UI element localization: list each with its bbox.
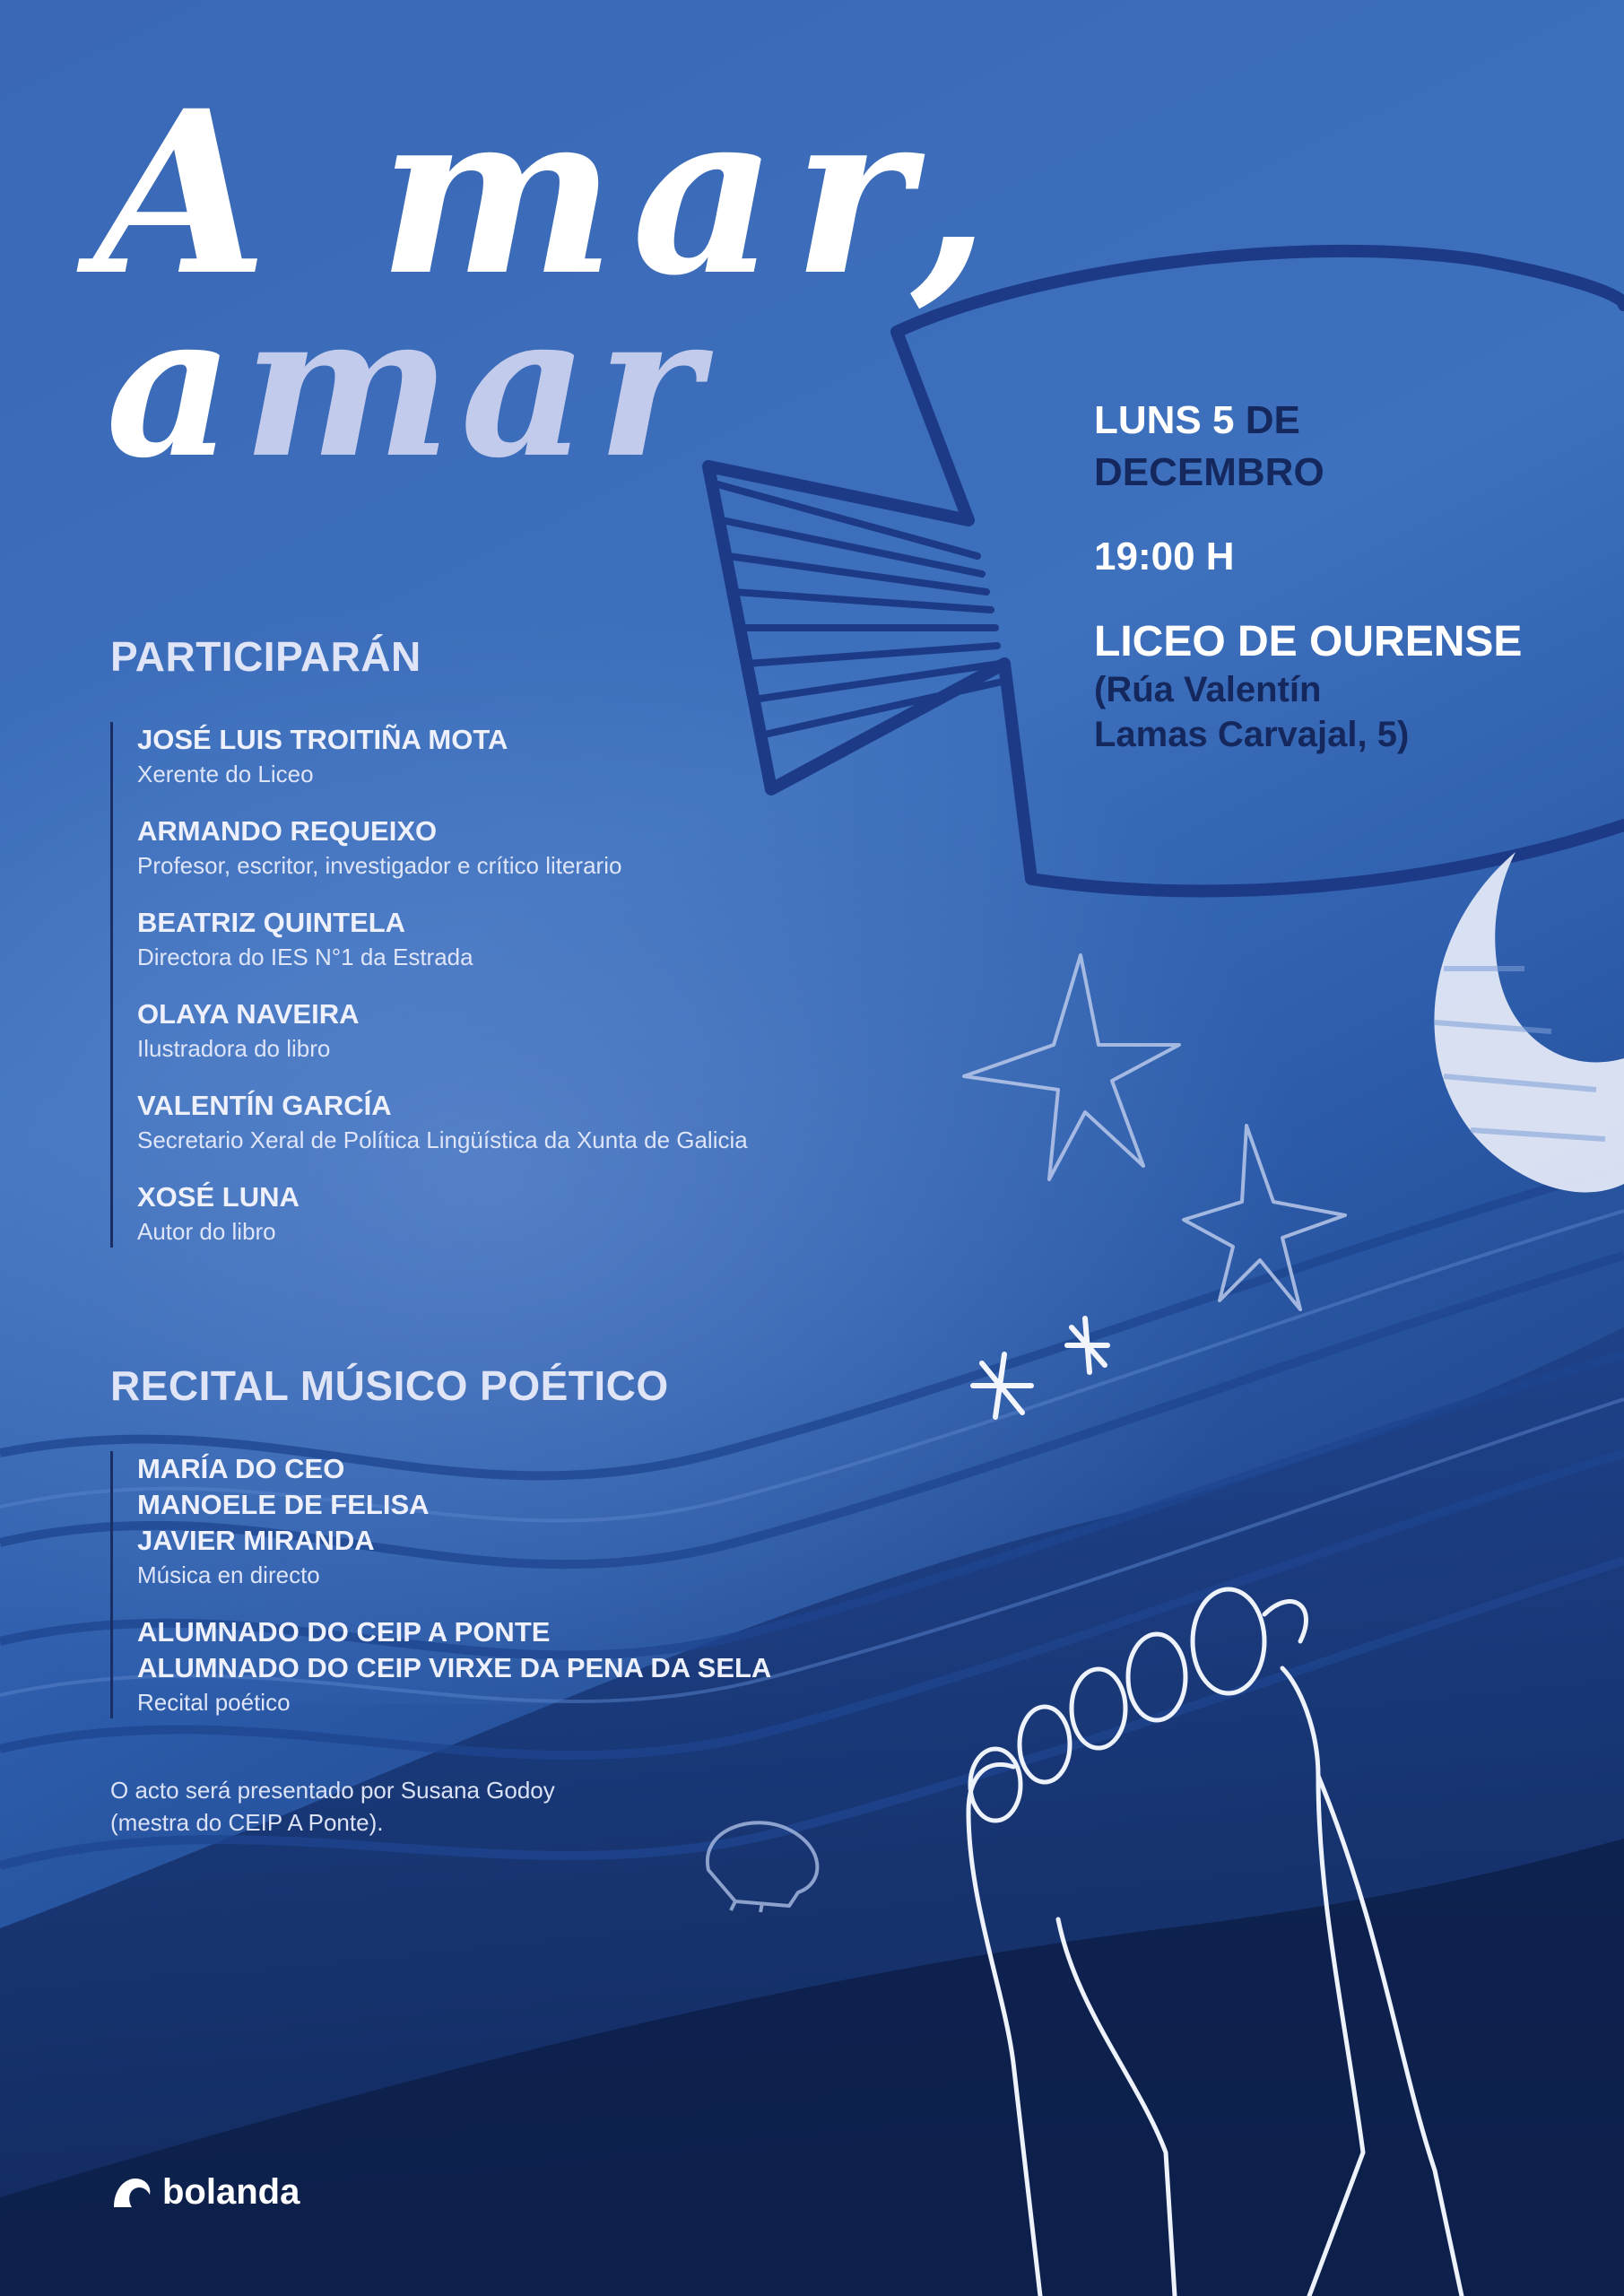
- participant-role: Xerente do Liceo: [137, 761, 314, 787]
- title-line-2: [106, 269, 710, 501]
- bolanda-logo: [110, 2172, 300, 2213]
- participant-name: ARMANDO REQUEIXO: [137, 815, 438, 847]
- participants-list: [110, 722, 1034, 1248]
- performer-name: MANOELE DE FELISA: [137, 1489, 430, 1520]
- performer-role: Recital poético: [137, 1689, 291, 1716]
- participant-role: Profesor, escritor, investigador e crítico literario: [137, 852, 622, 879]
- participant-role: Ilustradora do libro: [137, 1035, 331, 1062]
- bolanda-logo-text: bolanda: [162, 2172, 300, 2212]
- participant-role: Directora do IES N°1 da Estrada: [137, 944, 473, 970]
- presenter-note-line-2: (mestra do CEIP A Ponte).: [110, 1809, 384, 1836]
- title-line-2-start: a: [106, 269, 243, 501]
- event-address-line-2: Lamas Carvajal, 5): [1094, 715, 1410, 754]
- list-item: [137, 905, 1034, 973]
- participant-name: BEATRIZ QUINTELA: [137, 907, 406, 938]
- participant-role: Secretario Xeral de Política Lingüística da Xunta de Galicia: [137, 1126, 748, 1153]
- performer-name: ALUMNADO DO CEIP A PONTE: [137, 1616, 551, 1648]
- performer-name: JAVIER MIRANDA: [137, 1525, 375, 1556]
- list-item: [137, 813, 1034, 882]
- event-time: 19:00 H: [1094, 535, 1235, 578]
- presenter-note: [110, 1774, 555, 1839]
- recital-heading: RECITAL MÚSICO POÉTICO: [110, 1362, 669, 1409]
- event-date-light: LUNS 5: [1094, 398, 1235, 442]
- participant-name: VALENTÍN GARCÍA: [137, 1090, 392, 1121]
- participant-role: Autor do libro: [137, 1218, 276, 1245]
- title-line-2-highlight: mar: [242, 269, 710, 501]
- recital-list: [110, 1451, 1034, 1718]
- list-item: [137, 1088, 1034, 1156]
- event-date: [1094, 395, 1596, 499]
- title-line-1: A mar,: [94, 61, 1006, 325]
- performer-name: MARÍA DO CEO: [137, 1453, 345, 1484]
- list-item: [137, 996, 1034, 1065]
- list-item: [137, 1614, 1034, 1718]
- list-item: [137, 722, 1034, 790]
- event-info: [1094, 395, 1596, 757]
- event-address-line-1: (Rúa Valentín: [1094, 670, 1322, 709]
- bolanda-logo-icon: [110, 2175, 153, 2211]
- list-item: [137, 1179, 1034, 1248]
- event-date-dark-inline: DE: [1245, 398, 1300, 442]
- participant-name: JOSÉ LUIS TROITIÑA MOTA: [137, 724, 508, 755]
- event-date-dark-line2: DECEMBRO: [1094, 450, 1324, 494]
- performer-role: Música en directo: [137, 1561, 320, 1588]
- event-venue: LICEO DE OURENSE: [1094, 618, 1523, 665]
- participants-heading: PARTICIPARÁN: [110, 633, 421, 680]
- participant-name: XOSÉ LUNA: [137, 1181, 300, 1213]
- list-item: [137, 1451, 1034, 1591]
- performer-name: ALUMNADO DO CEIP VIRXE DA PENA DA SELA: [137, 1652, 772, 1683]
- participant-name: OLAYA NAVEIRA: [137, 998, 360, 1030]
- presenter-note-line-1: O acto será presentado por Susana Godoy: [110, 1777, 555, 1804]
